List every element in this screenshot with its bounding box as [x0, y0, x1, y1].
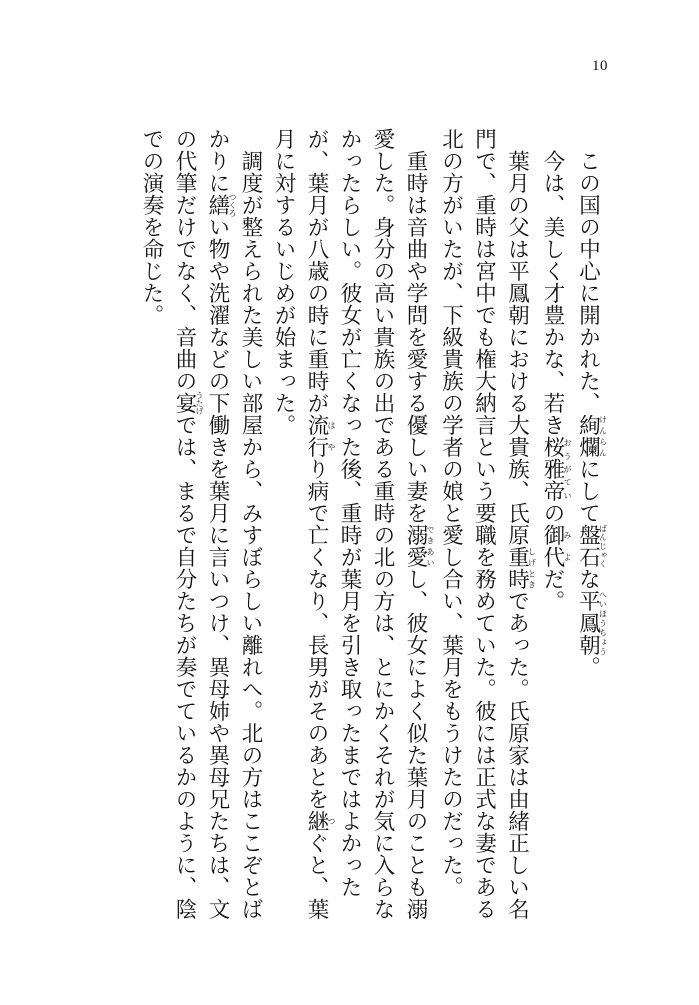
- text-run: い物や洗濯などの下働きを葉月に言いつけ、異母姉や異母兄たちは、文の代筆だけでなく、: [172, 128, 230, 920]
- text-run: 音曲の: [172, 326, 197, 392]
- text-run: 葉月の父は平鳳朝における大貴族、氏原: [504, 149, 530, 546]
- furigana: つ: [327, 810, 336, 832]
- text-run: だ。: [540, 567, 565, 612]
- ruby-word: 溺愛できあい: [403, 523, 435, 568]
- text-run: の: [540, 501, 565, 524]
- furigana: けんらん: [598, 413, 608, 458]
- text-run: 調度が整えられた美しい部屋から、みすぼらしい離れへ。北の方はここぞとばかりに: [205, 128, 263, 920]
- furigana: おうがてい: [563, 435, 572, 502]
- ruby-word: 絢爛けんらん: [575, 413, 608, 458]
- text-run: な: [575, 567, 601, 590]
- ruby-word: 流行はや: [304, 414, 336, 458]
- ruby-word: 御代みよ: [540, 523, 572, 568]
- furigana: できあい: [426, 523, 435, 568]
- furigana: うたげ: [195, 391, 204, 415]
- text-run: し、彼女によく似た葉月のことも溺愛した。身分の高い貴族の出である重時の北の方は、とにかくそれが気に入らなかったらしい。彼女が亡くなった後、重時が葉月を引き取ったまではよかったが、葉月が八歳の時に重時が: [304, 128, 428, 920]
- paragraph-4: [267, 128, 435, 928]
- ruby-word: 繕つくろ: [205, 193, 237, 217]
- ruby-word: 平鳳朝へいほうちょう: [575, 589, 608, 656]
- text-run: であった。氏原家は由緒正しい名門で、重時は宮中でも権大納言という要職を務めていた。彼には正式な妻である北の方がいたが、下級貴族の学者の娘と愛し合い、葉月をもうけたのだった。: [438, 128, 530, 920]
- text-run: ぐと、葉月に対するいじめが始まった。: [271, 128, 329, 920]
- text-run: 今は、美しく才豊かな、若き: [540, 149, 565, 436]
- text-run: 。: [575, 655, 601, 678]
- text-run: 重時は音曲や学問を愛する優しい妻を: [403, 149, 428, 524]
- paragraph-5: [135, 128, 267, 928]
- ruby-word: 桜雅帝おうがてい: [540, 435, 572, 502]
- furigana: ばんじゃく: [598, 523, 608, 568]
- furigana: つくろ: [228, 193, 237, 217]
- paragraph-1: [572, 128, 608, 928]
- paragraph-2: [536, 128, 572, 928]
- page-number: 10: [592, 58, 608, 74]
- text-run: では、まるで自分たちが奏でているかのように、陰での演奏を命じた。: [139, 128, 197, 920]
- paragraph-3: [435, 128, 537, 928]
- text-run: り病で亡くなり、長男がそのあとを: [304, 458, 329, 810]
- text-run: にして: [575, 457, 601, 524]
- body-text: [135, 128, 607, 928]
- ruby-word: 重時しげとき: [504, 545, 537, 590]
- furigana: しげとき: [527, 545, 537, 590]
- furigana: へいほうちょう: [598, 589, 608, 656]
- ruby-word: 宴うたげ: [172, 391, 204, 415]
- furigana: みよ: [563, 523, 572, 568]
- ruby-word: 盤石ばんじゃく: [575, 523, 608, 568]
- furigana: はや: [327, 414, 336, 458]
- ruby-word: 継つ: [304, 810, 336, 832]
- text-run: この国の中心に開かれた、: [575, 149, 601, 414]
